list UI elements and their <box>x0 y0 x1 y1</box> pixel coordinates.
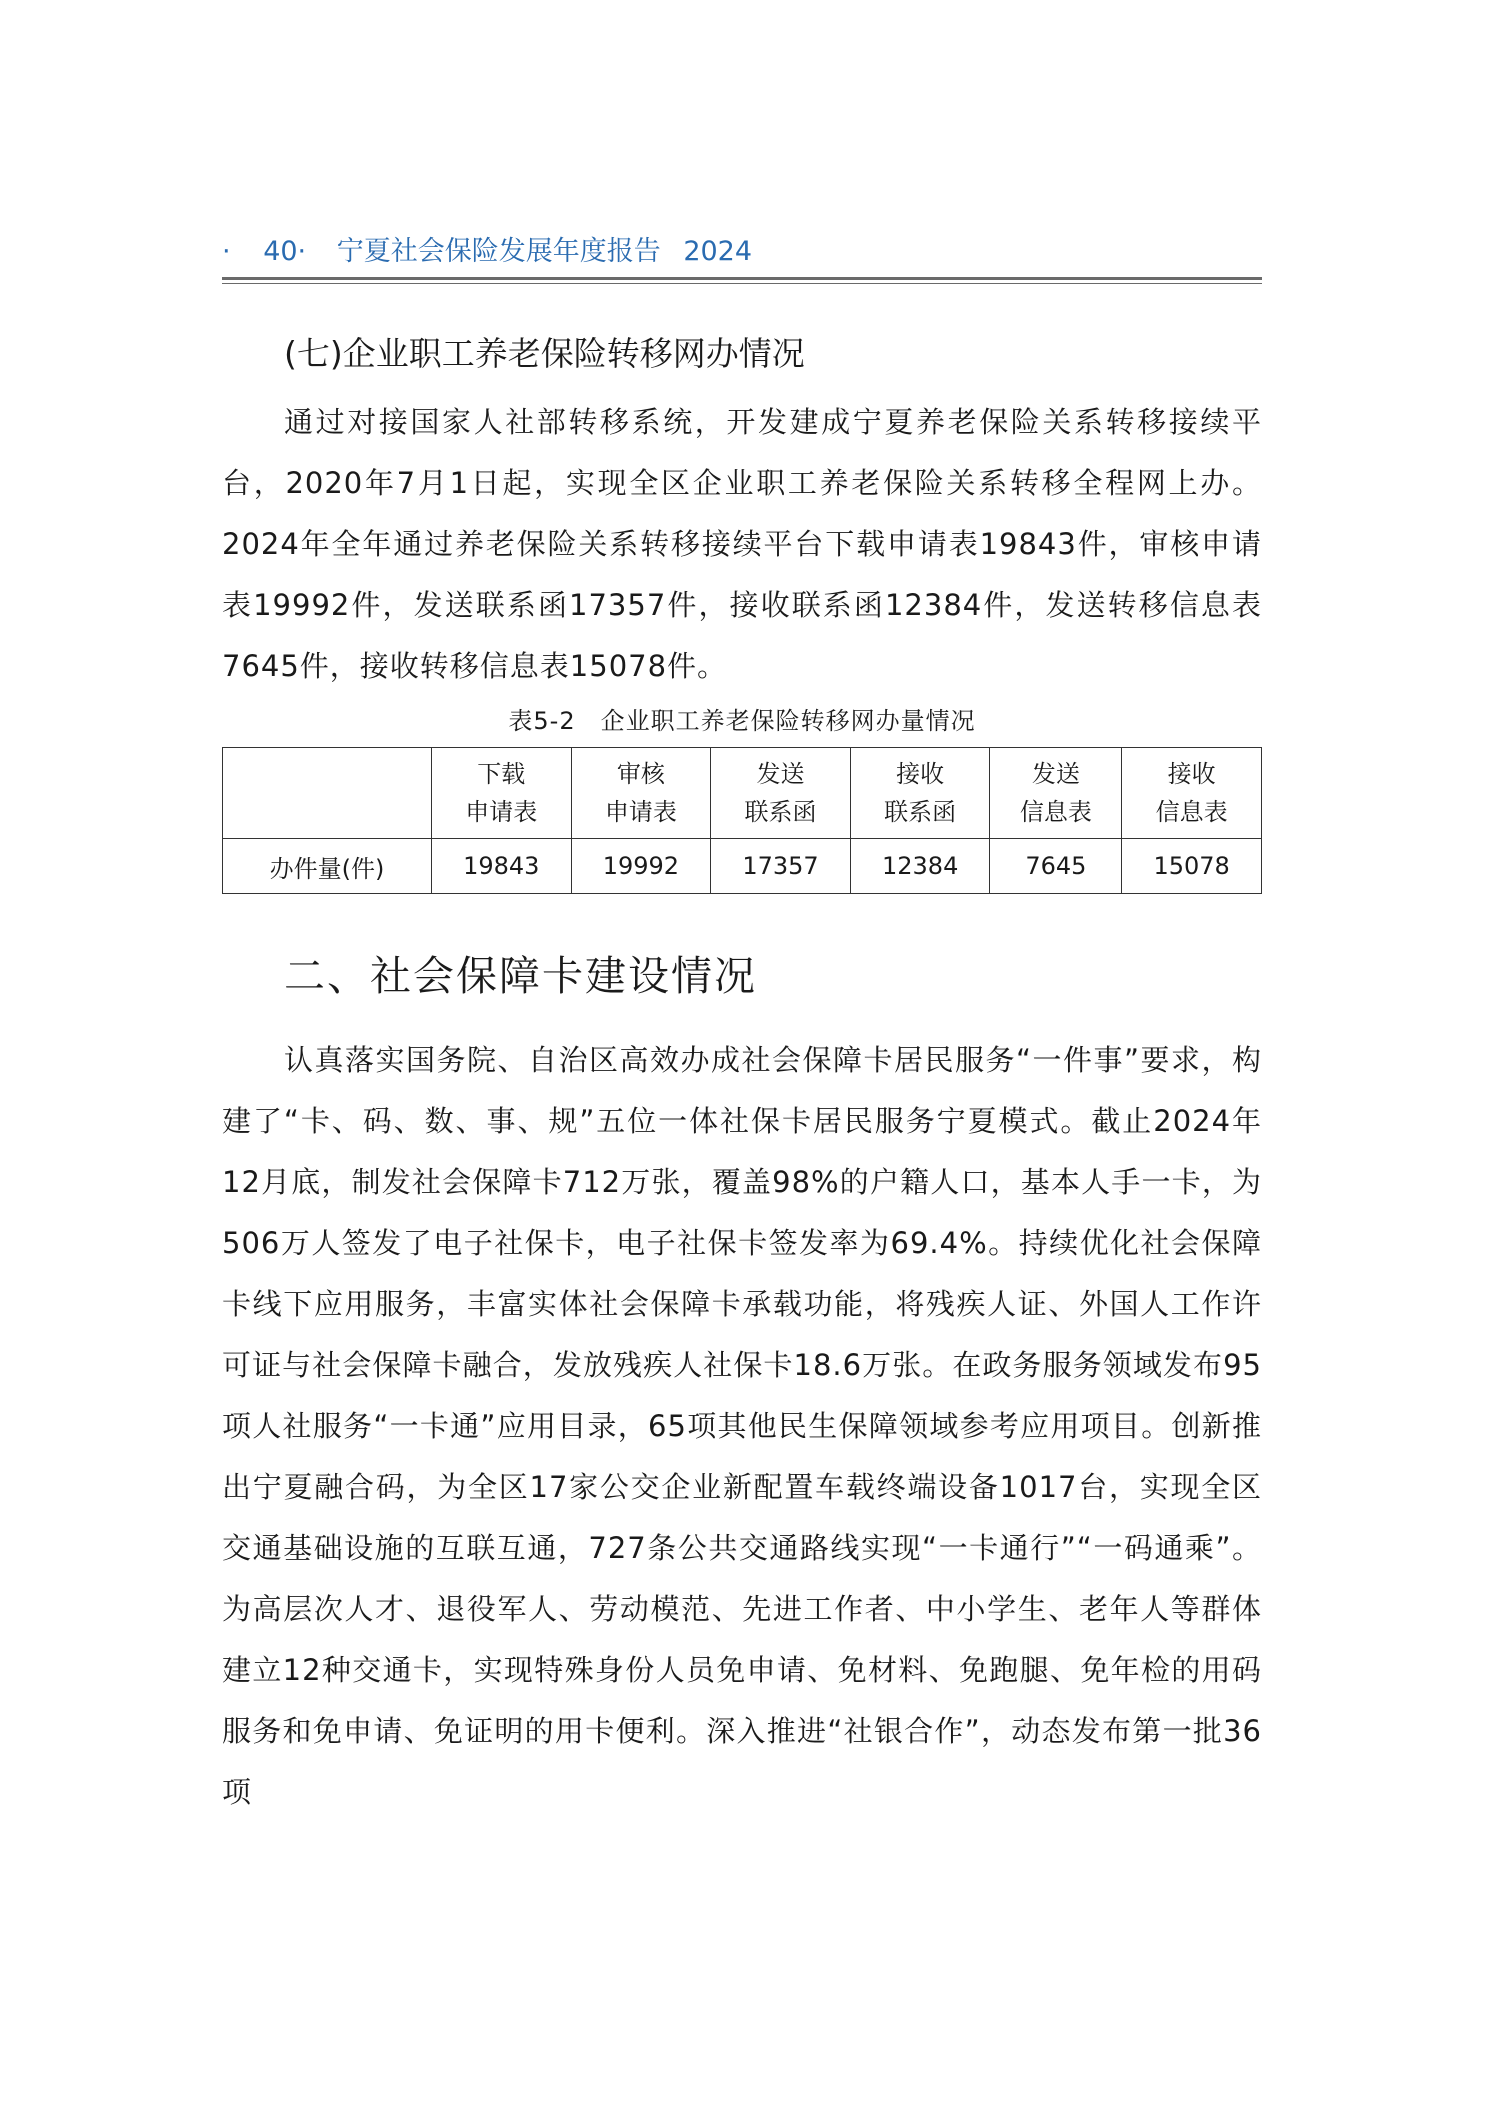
table-header-cell <box>571 748 711 839</box>
header-line1: 接收 <box>896 760 945 788</box>
row-label: 办件量(件) <box>223 839 432 894</box>
table-header-cell <box>850 748 990 839</box>
table-header-cell <box>431 748 571 839</box>
header-rule-thin <box>222 283 1262 284</box>
table-cell: 17357 <box>711 839 851 894</box>
table-header-cell <box>711 748 851 839</box>
header-line2: 申请表 <box>604 798 677 826</box>
table-cell: 19843 <box>431 839 571 894</box>
table-cell: 19992 <box>571 839 711 894</box>
header-line1: 接收 <box>1167 760 1216 788</box>
table-cell: 7645 <box>990 839 1122 894</box>
header-rule-thick <box>222 277 1262 280</box>
header-line2: 申请表 <box>465 798 538 826</box>
table-header-row <box>223 748 1262 839</box>
running-header <box>222 232 1262 272</box>
header-line1: 审核 <box>616 760 665 788</box>
header-line1: 发送 <box>1031 760 1080 788</box>
header-line2: 联系函 <box>744 798 817 826</box>
section-paragraph: 认真落实国务院、自治区高效办成社会保障卡居民服务“一件事”要求，构建了“卡、码、数、事、规”五位一体社保卡居民服务宁夏模式。截止2024年12月底，制发社会保障卡712万张，覆盖98%的户籍人口，基本人手一卡，为506万人签发了电子社保卡，电子社保卡签发率为69.4%。持续优化社会保障卡线下应用服务，丰富实体社会保障卡承载功能，将残疾人证、外国人工作许可证与社会保障卡融合，发放残疾人社保卡18.6万张。在政务服务领域发布95项人社服务“一卡通”应用目录，65项其他民生保障领域参考应用项目。创新推出宁夏融合码，为全区17家公交企业新配置车载终端设备1017台，实现全区交通基础设施的互联互通，727条公共交通路线实现“一卡通行”“一码通乘”。为高层次人才、退役军人、劳动模范、先进工作者、中小学生、老年人等群体建立12种交通卡，实现特殊身份人员免申请、免材料、免跑腿、免年检的用码服务和免申请、免证明的用卡便利。深入推进“社银合作”，动态发布第一批36项 <box>222 1043 1262 1809</box>
subsection-heading: (七)企业职工养老保险转移网办情况 <box>284 334 805 373</box>
table-header-cell <box>990 748 1122 839</box>
book-title: 宁夏社会保险发展年度报告 <box>336 236 661 267</box>
table-row <box>223 839 1262 894</box>
book-year: 2024 <box>683 236 753 267</box>
header-line2: 联系函 <box>884 798 957 826</box>
header-line2: 信息表 <box>1019 798 1092 826</box>
page-content <box>222 330 1262 1823</box>
table-caption: 表5-2 企业职工养老保险转移网办量情况 <box>508 707 976 735</box>
subsection-paragraph: 通过对接国家人社部转移系统，开发建成宁夏养老保险关系转移接续平台，2020年7月1日起，实现全区企业职工养老保险关系转移全程网上办。2024年全年通过养老保险关系转移接续平台下载申请表19843件，审核申请表19992件，发送联系函17357件，接收联系函12384件，发送转移信息表7645件，接收转移信息表15078件。 <box>222 405 1262 683</box>
transfer-stats-table <box>222 747 1262 894</box>
section-title: 二、社会保障卡建设情况 <box>284 952 757 1000</box>
header-line1: 发送 <box>756 760 805 788</box>
table-header-cell <box>223 748 432 839</box>
table-header-cell <box>1122 748 1262 839</box>
header-dot: · <box>222 236 231 267</box>
header-line2: 信息表 <box>1155 798 1228 826</box>
table-cell: 12384 <box>850 839 990 894</box>
header-line1: 下载 <box>477 760 526 788</box>
table-cell: 15078 <box>1122 839 1262 894</box>
page-number: 40· <box>263 236 307 267</box>
